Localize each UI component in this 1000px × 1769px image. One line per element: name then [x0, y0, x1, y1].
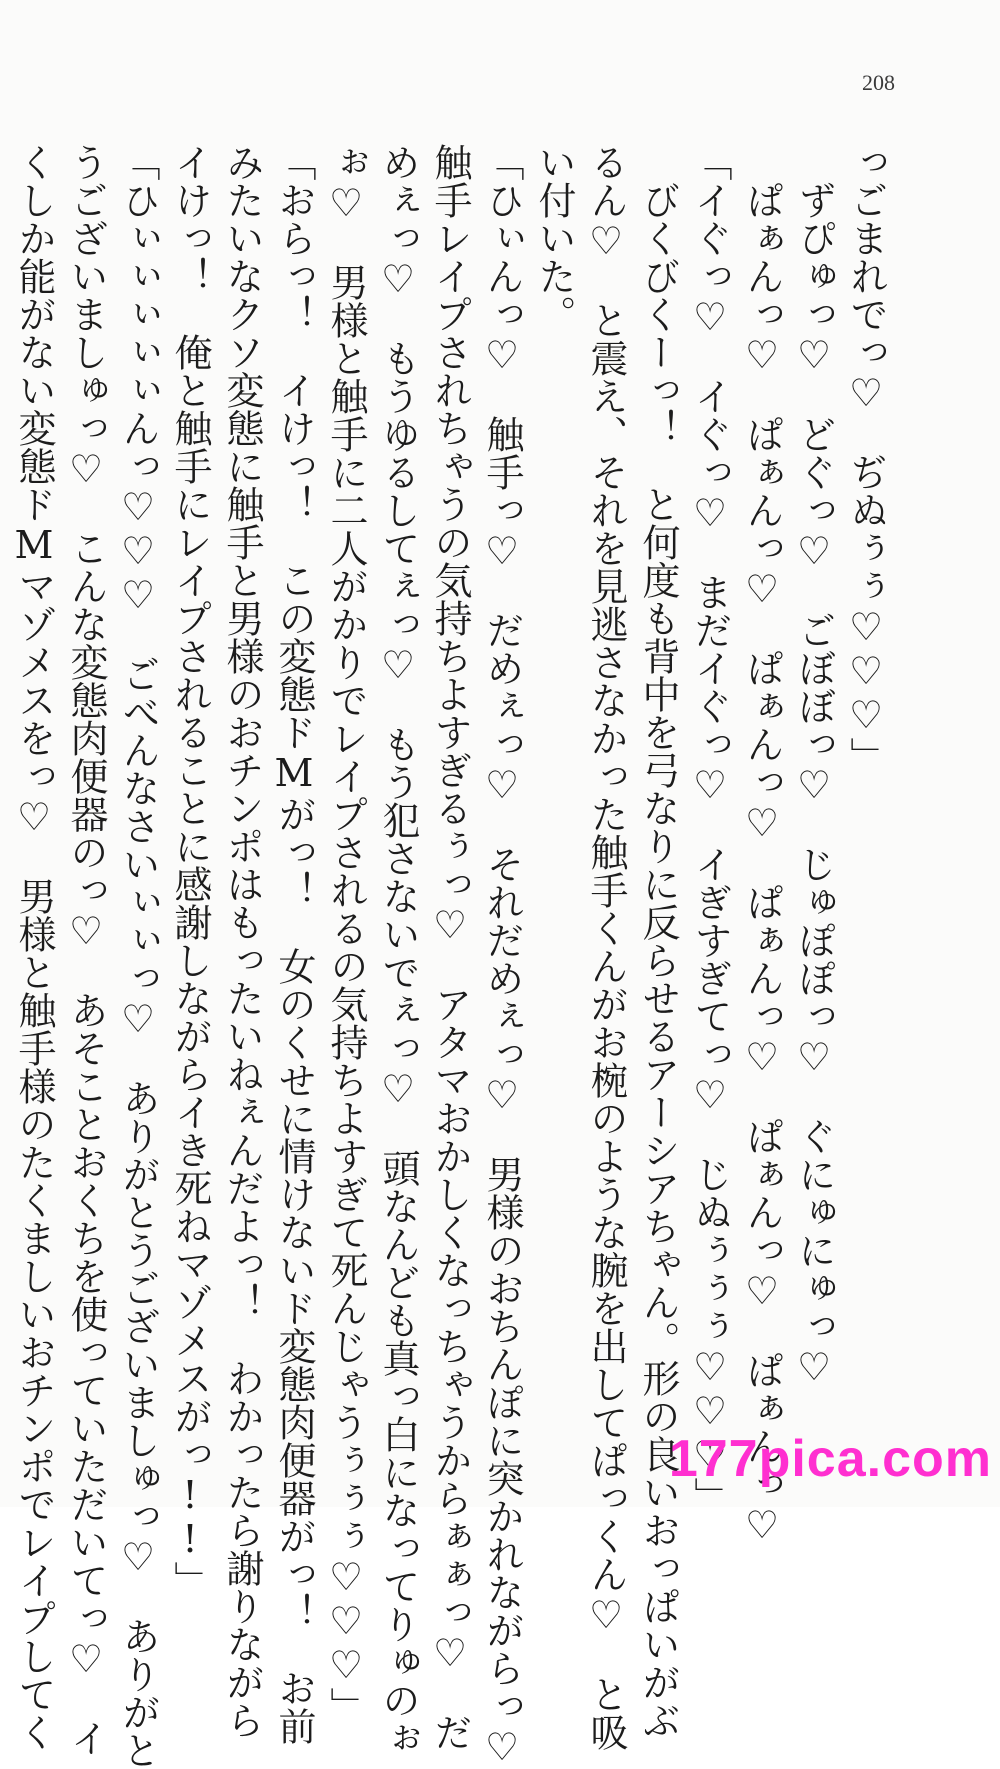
text-line: ずぴゅっ♡ どぐっ♡ ごぼぼっ♡ じゅぽぽっ♡ ぐにゅにゅっ♡	[792, 143, 836, 1389]
text-line: めぇっ♡ もうゆるしてぇっ♡ もう犯さないでぇっ♡ 頭なんども真っ白になってりゅのぉ	[376, 143, 420, 1757]
text-line: 触手レイプされちゃうの気持ちよすぎるぅっ♡ アタマおかしくなっちゃうからぁぁっ♡ だ	[428, 143, 472, 1751]
watermark: 177pica.com	[668, 1430, 992, 1488]
text-line: びくびくーっ！ と何度も背中を弓なりに反らせるアーシアちゃん。形の良いおっぱいがぶ	[636, 143, 680, 1739]
text-line: っごまれでっ♡ ぢぬぅぅ♡♡♡」	[844, 143, 888, 775]
text-line: 「イぐっ♡ イぐっ♡ まだイぐっ♡ イぎすぎてっ♡ じぬぅぅぅ♡♡♡」	[688, 143, 732, 1515]
text-line: 「ひぃんっ♡ 触手っ♡ だめぇっ♡ それだめぇっ♡ 男様のおちんぽに突かれながらっ♡	[480, 143, 524, 1769]
text-line: みたいなクソ変態に触手と男様のおチンポはもったいねぇんだよっ！ わかったら謝りながら	[220, 143, 264, 1739]
text-line: い付いた。	[532, 143, 576, 333]
text-line: くしか能がない変態ドMマゾメスをっ♡ 男様と触手様のたくましいおチンポでレイプしてく	[12, 143, 56, 1751]
text-line: 「おらっ！ イけっ！ この変態ドMがっ！ 女のくせに情けないド変態肉便器がっ！ お前	[272, 143, 316, 1745]
text-line: ぉ♡ 男様と触手に二人がかりでレイプされるの気持ちよすぎて死んじゃうぅぅぅ♡♡♡」	[324, 143, 368, 1725]
text-line: ぱぁんっ♡ ぱぁんっ♡ ぱぁんっ♡ ぱぁんっ♡ ぱぁんっ♡ ぱぁんっ♡	[740, 143, 784, 1547]
text-line: 「ひぃぃぃぃぃんっ♡♡♡ ごべんなさいぃぃっ♡ ありがとうございましゅっ♡ ありがと	[116, 143, 160, 1769]
text-line: イけっ！ 俺と触手にレイプされることに感謝しながらイき死ねマゾメスがっ!!」	[168, 143, 212, 1599]
text-line: るん♡ と震え、それを見逃さなかった触手くんがお椀のような腕を出してぱっくん♡ と吸	[584, 143, 628, 1751]
text-line: うございましゅっ♡ こんな変態肉便器のっ♡ あそことおくちを使っていただいてっ♡ イ	[64, 143, 108, 1757]
page-number: 208	[862, 70, 895, 95]
